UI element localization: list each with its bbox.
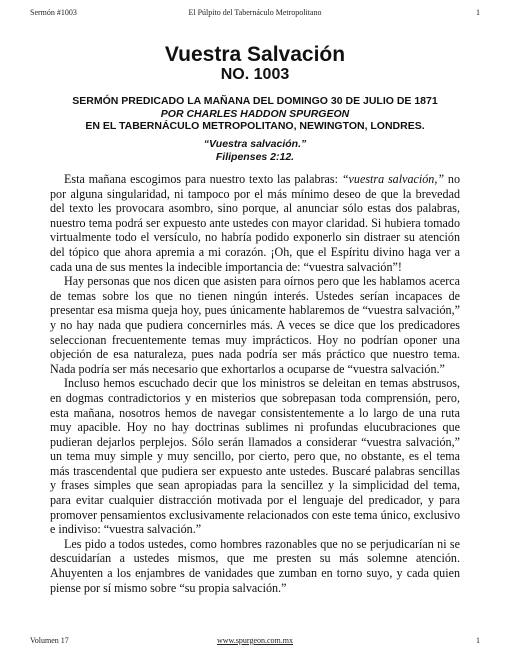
footer-volume: Volumen 17 — [30, 636, 69, 645]
sermon-number: NO. 1003 — [220, 66, 290, 83]
paragraph-2: Hay personas que nos dicen que asisten para oírnos pero que les hablamos acerca de temas sobre los que no tienen ningún interés. Ustedes serían incapaces de presentar esa misma queja hoy, pues únicamente hablaremos de “vuestra salvación,” y no hay nada que pudiera concernirles más. A veces se dice que los predicadores seleccionan frecuentemente temas muy imprácticos. Hoy no podrían oponer una objeción de esa naturaleza, pues nada podría ser más práctico que nuestro tema. Nada podría ser más necesario que exhortarlos a ocuparse de “vuestra salvación.” — [50, 274, 460, 376]
header-sermon-number: Sermón #1003 — [30, 8, 77, 17]
paragraph-1-quote: “vuestra salvación,” — [341, 172, 445, 186]
header-page-number: 1 — [476, 8, 480, 17]
paragraph-1 — [50, 172, 460, 274]
header-publication-title: El Púlpito del Tabernáculo Metropolitano — [188, 8, 322, 17]
paragraph-3: Incluso hemos escuchado decir que los ministros se deleitan en temas abstrusos, en dogmas contradictorios y en misterios que sobrepasan toda comprensión, pero, esta mañana, nosotros hemos de navegar consistentemente a lo largo de una ruta muy apacible. Hoy no hay doctrinas sublimes ni profundas elucubraciones que pudieran dejarlos perplejos. Sólo serán llamados a considerar “vuestra salvación,” un tema muy simple y muy sencillo, por cierto, pero que, no obstante, es el tema más trascendental que pudiera ser expuesto ante ustedes. Buscaré palabras sencillas y frases simples que sean apropiadas para la sencillez y la simplicidad del tema, para evitar cualquier distracción motivada por el lenguaje del predicador, y para promover pensamientos exclusivamente relacionados con este tema único, exclusivo e indiviso: “vuestra salvación.” — [50, 376, 460, 537]
sermon-body — [50, 172, 460, 595]
running-header — [30, 8, 480, 22]
paragraph-1-start: Esta mañana escogimos para nuestro texto las palabras: — [64, 172, 342, 186]
paragraph-1-rest: no por alguna singularidad, ni tampoco por el más mínimo deseo de que la brevedad del texto les provocara asombro, sino porque, al anunciar sólo estas dos palabras, nuestro tema podrá ser expuesto ante ustedes con mayor claridad. Si hubiera tomado virtualmente todo el versículo, no habría podido exponerlo sin distraer su atención del tópico que ahora apremia a mi corazón. ¡Oh, que el Espíritu divino haga ver a cada una de sus mentes la indecible importancia de: “vuestra salvación”! — [50, 172, 461, 274]
sermon-title: Vuestra Salvación — [164, 43, 346, 66]
preached-date-line: SERMÓN PREDICADO LA MAÑANA DEL DOMINGO 30 DE JULIO DE 1871 — [72, 95, 438, 107]
scripture-text — [0, 138, 510, 163]
paragraph-4: Les pido a todos ustedes, como hombres razonables que no se perjudicarían ni se descuidarían a ustedes mismos, que me presten su más solemne atención. Ahuyenten a los enjambres de vanidades que zumban en torno suyo, y cada quien piense por sí mismo sobre “su propia salvación.” — [50, 536, 460, 595]
location-line: EN EL TABERNÁCULO METROPOLITANO, NEWINGTON, LONDRES. — [85, 120, 425, 132]
page-footer — [30, 636, 480, 648]
author-line: POR CHARLES HADDON SPURGEON — [160, 107, 350, 120]
scripture-reference: Filipenses 2:12. — [215, 150, 295, 163]
scripture-quote: “Vuestra salvación.” — [203, 138, 307, 150]
footer-page-number: 1 — [476, 636, 480, 645]
footer-website-link[interactable]: www.spurgeon.com.mx — [217, 636, 293, 645]
sermon-subheading — [0, 95, 510, 133]
